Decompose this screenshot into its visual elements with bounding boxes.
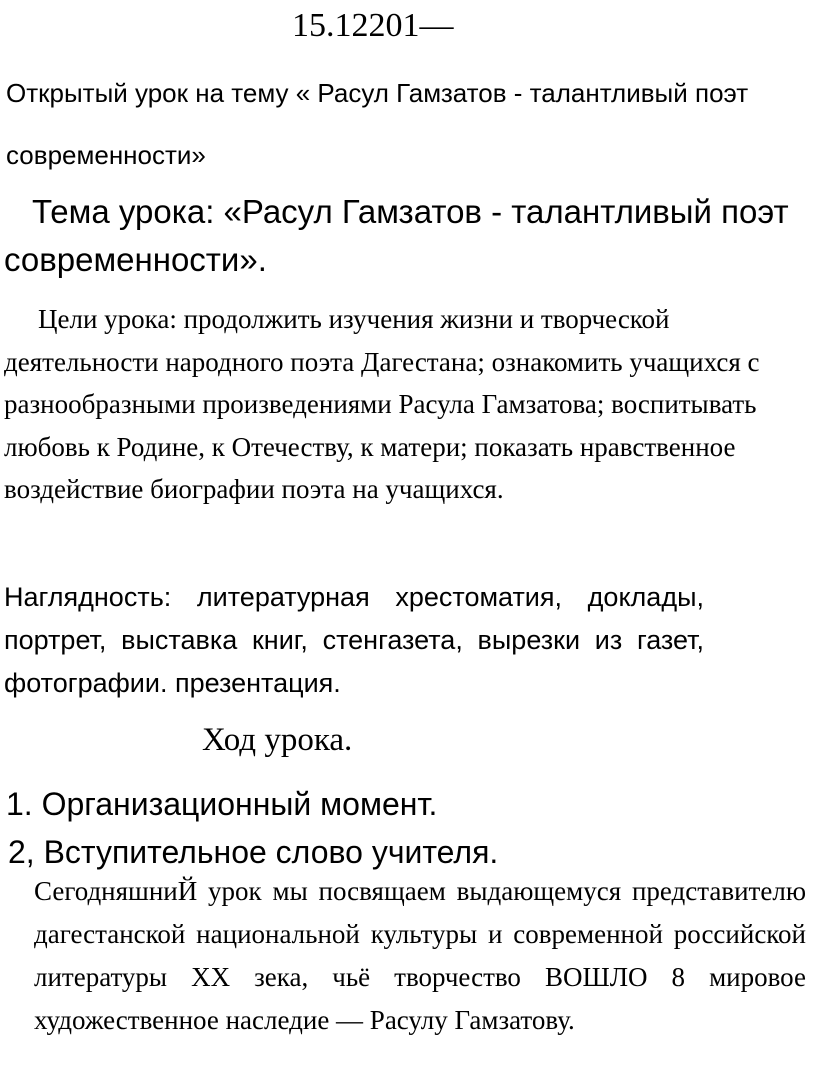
document-date: 15.12201— xyxy=(292,7,454,44)
lesson-flow-heading: Ход урока. xyxy=(202,722,353,758)
lesson-step-organizational: 1. Организационный момент. xyxy=(6,786,438,822)
open-lesson-subtitle: Открытый урок на тему « Расул Гамзатов - талантливый поэт современности» xyxy=(6,78,749,170)
lesson-topic-heading: Тема урока: «Расул Гамзатов - талантливый поэт современности». xyxy=(4,193,789,278)
visual-aids-paragraph: Наглядность: литературная хрестоматия, доклады, портрет, выставка книг, стенгазета, вырезки из газет, фотографии. презентация. xyxy=(4,582,704,698)
lesson-goals-paragraph: Цели урока: продолжить изучения жизни и творческой деятельности народного поэта Дагестана; ознакомить учащихся с разнообразными произведениями Расула Гамзатова; воспитывать любовь к Родине, к Отечеству, к матери; показать нравственное воздействие биографии поэта на учащихся. xyxy=(4,304,760,504)
teacher-intro-paragraph: СегодняшниЙ урок мы посвящаем выдающемуся представителю дагестанской национальной культуры и современной российской литературы ХХ зека, чьё творчество ВОШЛО 8 мировое художественное наследие — Расулу Гамзатову. xyxy=(34,876,806,1035)
lesson-step-teacher-intro: 2, Вступительное слово учителя. xyxy=(8,834,499,870)
